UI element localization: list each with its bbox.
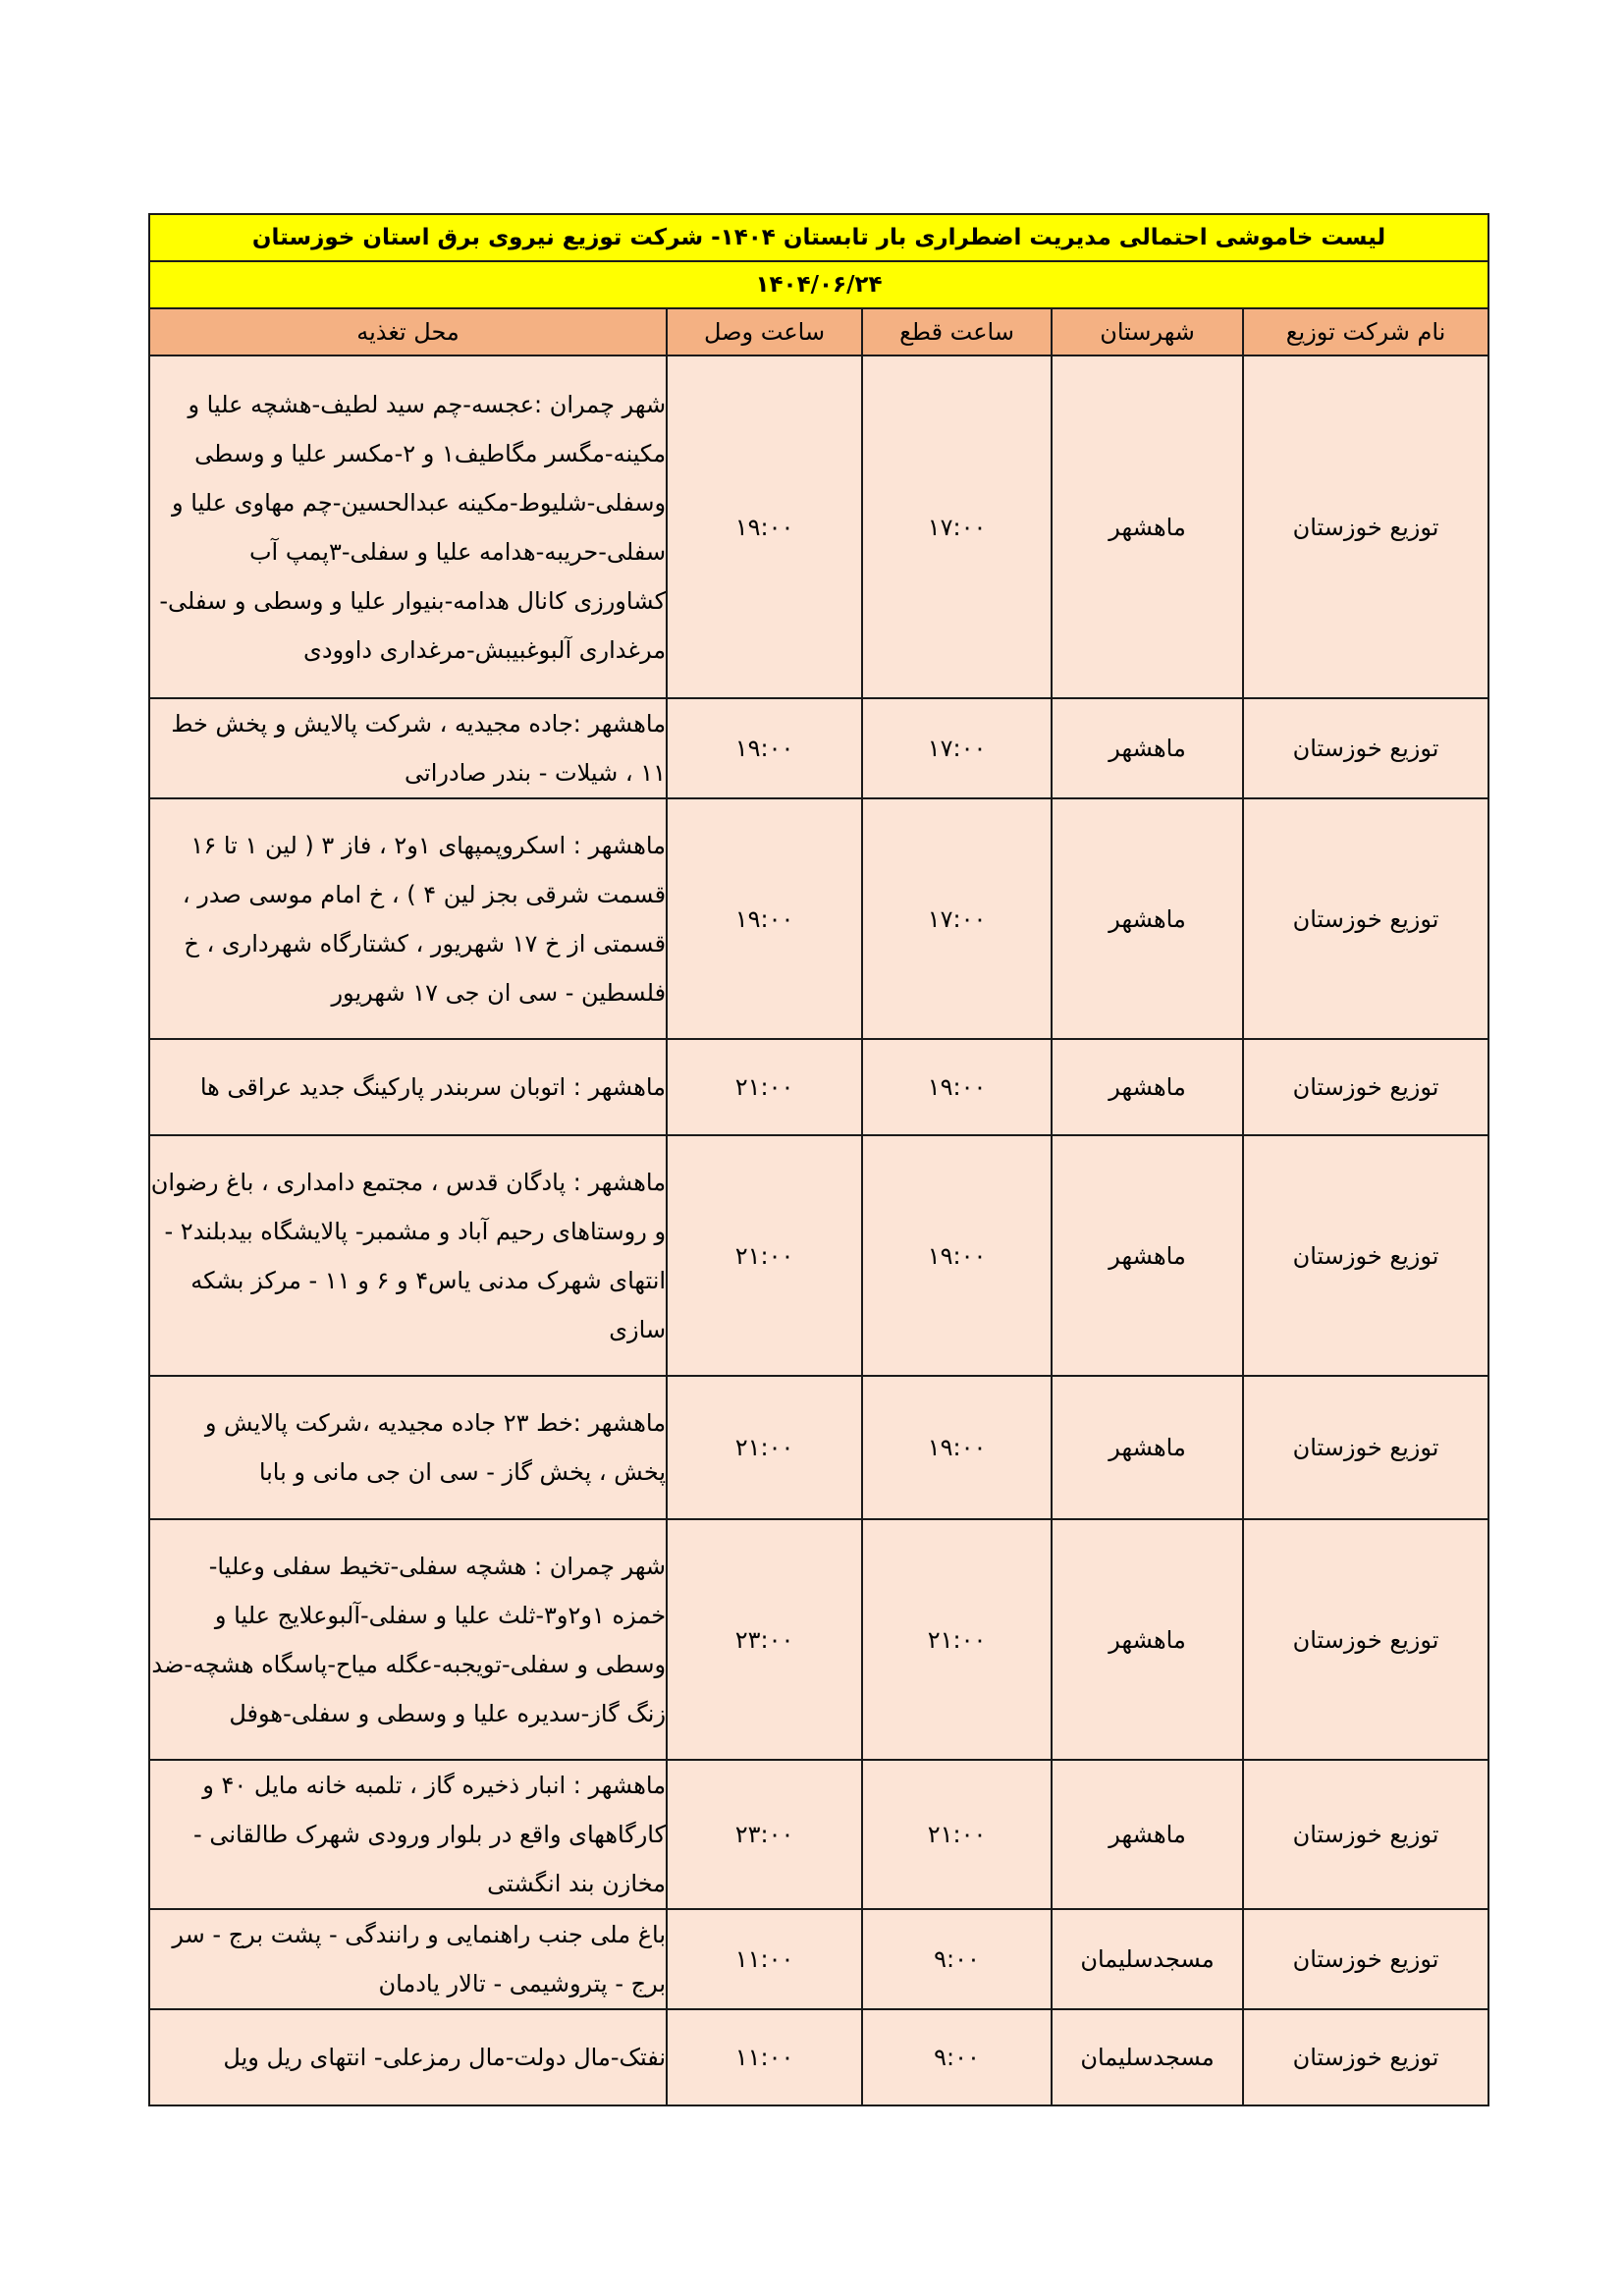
cut-time-cell: ۱۹:۰۰ xyxy=(862,1376,1052,1519)
company-cell: توزیع خوزستان xyxy=(1243,355,1488,698)
company-cell: توزیع خوزستان xyxy=(1243,1135,1488,1376)
table-row xyxy=(149,355,1488,698)
location-cell: ماهشهر :جاده مجیدیه ، شرکت پالایش و پخش خط ۱۱ ، شیلات - بندر صادراتی xyxy=(149,698,667,798)
cut-time-cell: ۱۷:۰۰ xyxy=(862,698,1052,798)
location-cell: ماهشهر : انبار ذخیره گاز ، تلمبه خانه مایل ۴۰ و کارگاههای واقع در بلوار ورودی شهرک طالقانی - مخازن بند انگشتی xyxy=(149,1760,667,1909)
location-cell: ماهشهر :خط ۲۳ جاده مجیدیه ،شرکت پالایش و پخش ، پخش گاز - سی ان جی مانی و بابا xyxy=(149,1376,667,1519)
company-cell: توزیع خوزستان xyxy=(1243,698,1488,798)
connect-time-cell: ۱۹:۰۰ xyxy=(667,798,862,1039)
table-title: لیست خاموشی احتمالی مدیریت اضطراری بار تابستان ۱۴۰۴- شرکت توزیع نیروی برق استان خوزستان xyxy=(149,214,1488,261)
connect-time-cell: ۲۱:۰۰ xyxy=(667,1376,862,1519)
connect-time-cell: ۱۹:۰۰ xyxy=(667,698,862,798)
header-connect-time: ساعت وصل xyxy=(667,308,862,355)
table-row xyxy=(149,1135,1488,1376)
company-cell: توزیع خوزستان xyxy=(1243,1519,1488,1760)
header-city: شهرستان xyxy=(1052,308,1243,355)
table-row xyxy=(149,1519,1488,1760)
cut-time-cell: ۲۱:۰۰ xyxy=(862,1519,1052,1760)
city-cell: ماهشهر xyxy=(1052,1135,1243,1376)
cut-time-cell: ۱۹:۰۰ xyxy=(862,1135,1052,1376)
city-cell: ماهشهر xyxy=(1052,1376,1243,1519)
date-row xyxy=(149,261,1488,308)
header-cut-time: ساعت قطع xyxy=(862,308,1052,355)
cut-time-cell: ۲۱:۰۰ xyxy=(862,1760,1052,1909)
location-cell: باغ ملی جنب راهنمایی و رانندگی - پشت برج - سر برج - پتروشیمی - تالار یادمان xyxy=(149,1909,667,2009)
table-date: ۱۴۰۴/۰۶/۲۴ xyxy=(149,261,1488,308)
cut-time-cell: ۹:۰۰ xyxy=(862,2009,1052,2105)
city-cell: ماهشهر xyxy=(1052,1760,1243,1909)
table-row xyxy=(149,2009,1488,2105)
cut-time-cell: ۱۷:۰۰ xyxy=(862,798,1052,1039)
city-cell: ماهشهر xyxy=(1052,1519,1243,1760)
table-row xyxy=(149,1376,1488,1519)
header-row xyxy=(149,308,1488,355)
location-cell: ماهشهر : اتوبان سربندر پارکینگ جدید عراقی ها xyxy=(149,1039,667,1135)
cut-time-cell: ۹:۰۰ xyxy=(862,1909,1052,2009)
title-row xyxy=(149,214,1488,261)
table-row xyxy=(149,1039,1488,1135)
company-cell: توزیع خوزستان xyxy=(1243,798,1488,1039)
table-row xyxy=(149,698,1488,798)
city-cell: ماهشهر xyxy=(1052,698,1243,798)
city-cell: ماهشهر xyxy=(1052,1039,1243,1135)
location-cell: شهر چمران : هشچه سفلی-تخیط سفلی وعلیا- خمزه ۱و۲و۳-ثلث علیا و سفلی-آلبوعلایج علیا و وسطی و سفلی-تویجبه-عگله میاح-پاسگاه هشچه-ضد زنگ گاز-سدیره علیا و وسطی و سفلی-هوفل xyxy=(149,1519,667,1760)
header-company: نام شرکت توزیع xyxy=(1243,308,1488,355)
header-location: محل تغذیه xyxy=(149,308,667,355)
city-cell: مسجدسلیمان xyxy=(1052,1909,1243,2009)
city-cell: ماهشهر xyxy=(1052,355,1243,698)
location-cell: ماهشهر : پادگان قدس ، مجتمع دامداری ، باغ رضوان و روستاهای رحیم آباد و مشمبر- پالایشگاه بیدبلند۲ - انتهای شهرک مدنی یاس۴ و ۶ و ۱۱ - مرکز بشکه سازی xyxy=(149,1135,667,1376)
outage-table xyxy=(148,213,1489,2106)
company-cell: توزیع خوزستان xyxy=(1243,1760,1488,1909)
connect-time-cell: ۲۱:۰۰ xyxy=(667,1039,862,1135)
connect-time-cell: ۱۱:۰۰ xyxy=(667,2009,862,2105)
connect-time-cell: ۲۳:۰۰ xyxy=(667,1760,862,1909)
table-row xyxy=(149,798,1488,1039)
company-cell: توزیع خوزستان xyxy=(1243,1376,1488,1519)
city-cell: ماهشهر xyxy=(1052,798,1243,1039)
connect-time-cell: ۲۱:۰۰ xyxy=(667,1135,862,1376)
connect-time-cell: ۱۹:۰۰ xyxy=(667,355,862,698)
location-cell: نفتک-مال دولت-مال رمزعلی- انتهای ریل ویل xyxy=(149,2009,667,2105)
company-cell: توزیع خوزستان xyxy=(1243,1039,1488,1135)
cut-time-cell: ۱۹:۰۰ xyxy=(862,1039,1052,1135)
location-cell: شهر چمران :عجسه-چم سید لطیف-هشچه علیا و مکینه-مگسر مگاطیف۱ و ۲-مکسر علیا و وسطی وسفلی-شلیوط-مکینه عبدالحسین-چم مهاوی علیا و سفلی-حریبه-هدامه علیا و سفلی-۳پمپ آب کشاورزی کانال هدامه-بنیوار علیا و وسطی و سفلی-مرغداری آلبوغبیبش-مرغداری داوودی xyxy=(149,355,667,698)
table-row xyxy=(149,1760,1488,1909)
company-cell: توزیع خوزستان xyxy=(1243,2009,1488,2105)
company-cell: توزیع خوزستان xyxy=(1243,1909,1488,2009)
connect-time-cell: ۲۳:۰۰ xyxy=(667,1519,862,1760)
connect-time-cell: ۱۱:۰۰ xyxy=(667,1909,862,2009)
city-cell: مسجدسلیمان xyxy=(1052,2009,1243,2105)
location-cell: ماهشهر : اسکروپمپهای ۱و۲ ، فاز ۳ ( لین ۱ تا ۱۶ قسمت شرقی بجز لین ۴ ) ، خ امام موسی صدر ، قسمتی از خ ۱۷ شهریور ، کشتارگاه شهرداری ، خ فلسطین - سی ان جی ۱۷ شهریور xyxy=(149,798,667,1039)
table-row xyxy=(149,1909,1488,2009)
cut-time-cell: ۱۷:۰۰ xyxy=(862,355,1052,698)
